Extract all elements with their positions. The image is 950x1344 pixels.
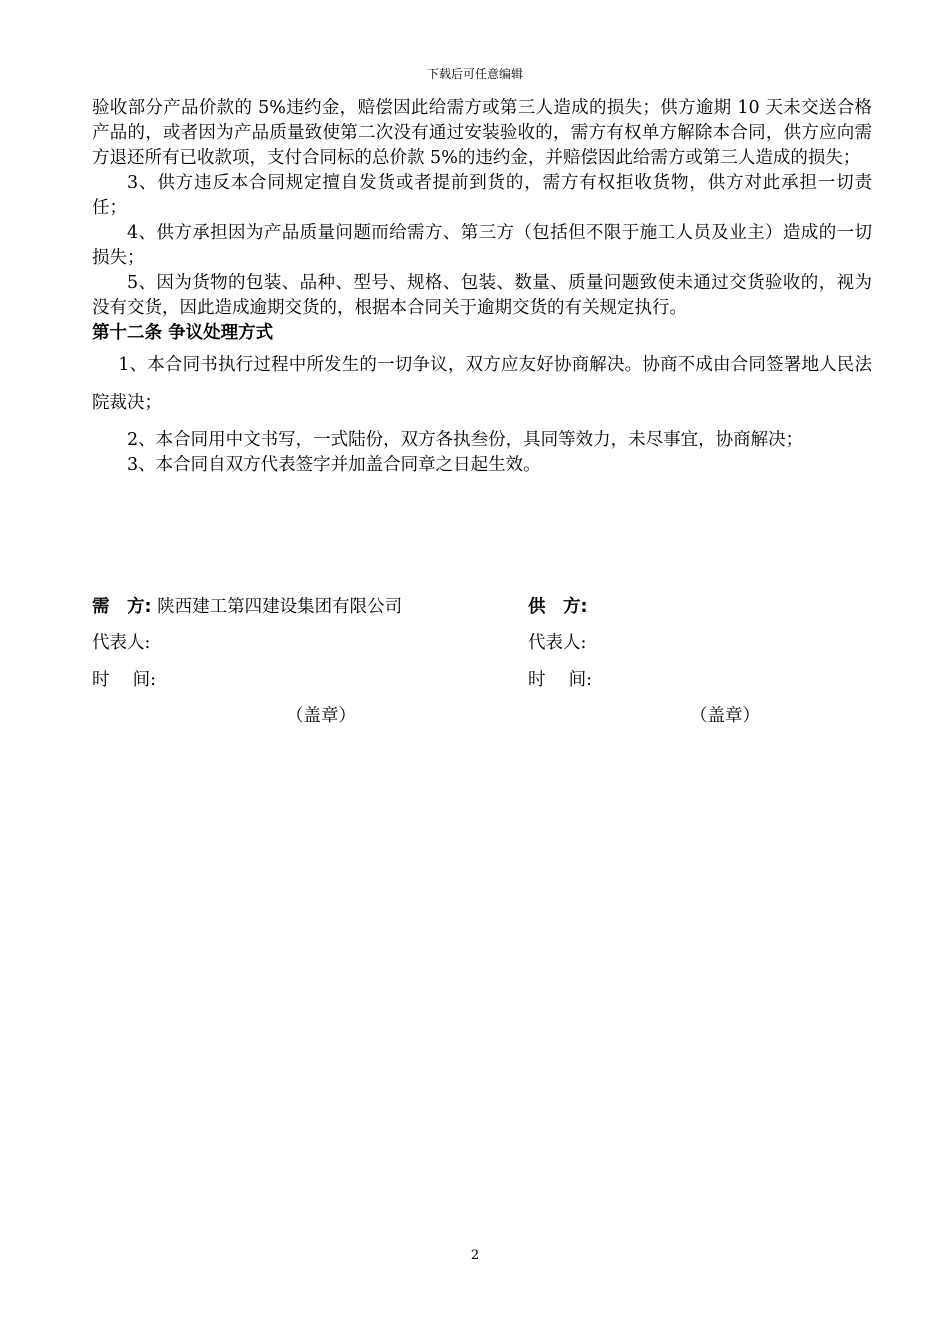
paragraph-clause-5: 5、因为货物的包装、品种、型号、规格、包装、数量、质量问题致使未通过交货验收的，视为没有交货，因此造成逾期交货的，根据本合同关于逾期交货的有关规定执行。 — [92, 273, 872, 318]
section-heading-article-12: 第十二条 争议处理方式 — [92, 323, 274, 343]
contract-body — [92, 96, 872, 478]
supplier-time-label: 时 间: — [528, 670, 592, 690]
paragraph-dispute-1: 1、本合同书执行过程中所发生的一切争议，双方应友好协商解决。协商不成由合同签署地人民法院裁决； — [92, 355, 872, 413]
buyer-name: 陕西建工第四建设集团有限公司 — [157, 597, 403, 617]
paragraph-dispute-2: 2、本合同用中文书写，一式陆份，双方各执叁份，具同等效力，未尽事宜，协商解决； — [127, 430, 804, 450]
page-header-note: 下载后可任意编辑 — [426, 67, 523, 81]
paragraph-clause-4: 4、供方承担因为产品质量问题而给需方、第三方（包括但不限于施工人员及业主）造成的一切损失； — [92, 223, 872, 268]
buyer-line — [92, 595, 402, 619]
paragraph-dispute-3: 3、本合同自双方代表签字并加盖合同章之日起生效。 — [127, 455, 541, 475]
paragraph-clause-3: 3、供方违反本合同规定擅自发货或者提前到货的，需方有权拒收货物，供方对此承担一切责任； — [92, 173, 872, 218]
supplier-representative-label: 代表人: — [528, 633, 587, 653]
buyer-time-label: 时 间: — [92, 670, 156, 690]
supplier-seal-label: （盖章） — [690, 706, 760, 726]
buyer-label: 需 方: — [92, 597, 152, 617]
paragraph-penalty-continued: 验收部分产品价款的 5%违约金，赔偿因此给需方或第三人造成的损失；供方逾期 10 天未交送合格产品的，或者因为产品质量致使第二次没有通过安装验收的，需方有权单方解除本合同，供方应向需方退还所有已收款项，支付合同标的总价款 5%的违约金，并赔偿因此给需方或第三人造成的损失； — [92, 98, 872, 168]
supplier-label: 供 方: — [528, 597, 588, 617]
buyer-representative-label: 代表人: — [92, 633, 151, 653]
supplier-line — [528, 595, 588, 619]
page-number: 2 — [470, 1248, 480, 1263]
buyer-seal-label: （盖章） — [286, 706, 356, 726]
